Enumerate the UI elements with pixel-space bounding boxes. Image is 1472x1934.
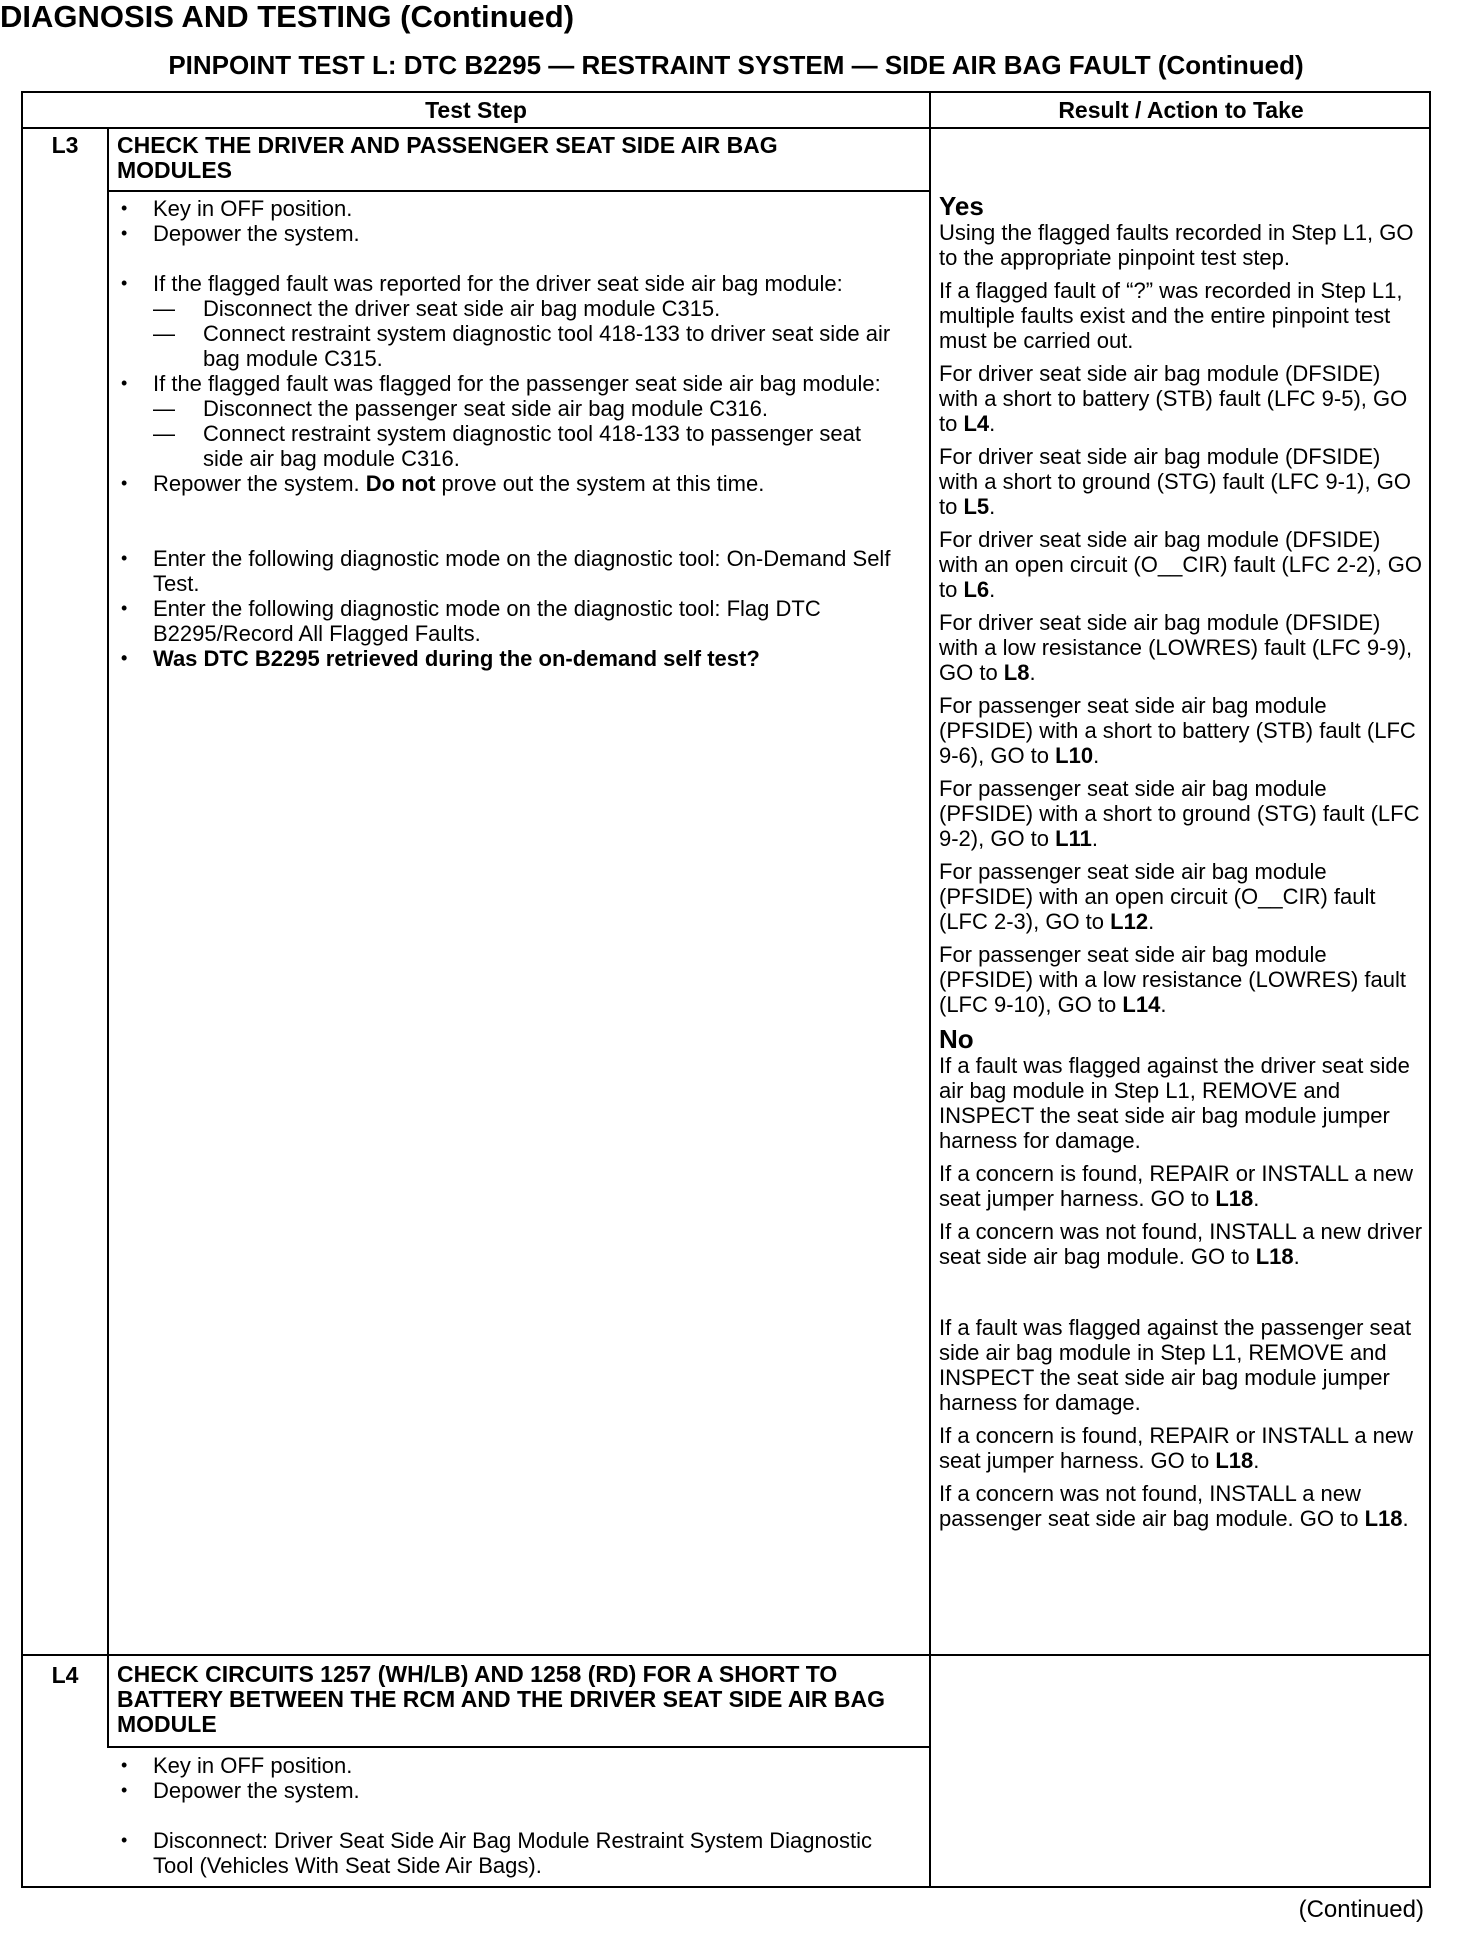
result-text: For passenger seat side air bag module (PFSIDE) with an open circuit (O__CIR) fault (LFC 2-3), GO to L12. xyxy=(939,859,1376,934)
col-divider-result xyxy=(929,93,931,1888)
col-divider-step xyxy=(107,127,109,1747)
goto-step[interactable]: L5 xyxy=(963,494,990,519)
header-result-action: Result / Action to Take xyxy=(1058,97,1304,123)
result-text: If a concern was not found, INSTALL a new passenger seat side air bag module. GO to L18. xyxy=(939,1481,1409,1531)
list-item xyxy=(117,371,907,471)
step-number-l3: L3 xyxy=(51,132,79,158)
result-text: For passenger seat side air bag module (PFSIDE) with a short to battery (STB) fault (LFC 9-6), GO to L10. xyxy=(939,693,1416,768)
sub-list xyxy=(153,296,907,371)
goto-step[interactable]: L14 xyxy=(1122,992,1161,1017)
sub-list-item: — Disconnect the passenger seat side air bag module C316. xyxy=(153,396,907,421)
result-block-l3 xyxy=(939,192,1424,1539)
result-no-label: No xyxy=(939,1024,974,1054)
result-text: Using the flagged faults recorded in Step L1, GO to the appropriate pinpoint test step. xyxy=(939,220,1414,270)
goto-step[interactable]: L11 xyxy=(1055,826,1092,851)
result-text: If a concern is found, REPAIR or INSTALL a new seat jumper harness. GO to L18. xyxy=(939,1423,1414,1473)
goto-step[interactable]: L8 xyxy=(1003,660,1030,685)
result-yes-label: Yes xyxy=(939,191,984,221)
goto-step[interactable]: L10 xyxy=(1055,743,1094,768)
sub-list xyxy=(153,396,907,471)
step-title-l4: CHECK CIRCUITS 1257 (WH/LB) AND 1258 (RD) FOR A SHORT TO BATTERY BETWEEN THE RCM AND THE DRIVER SEAT SIDE AIR BAG MODULE xyxy=(117,1661,885,1737)
step-number-l4: L4 xyxy=(51,1662,79,1688)
goto-step[interactable]: L12 xyxy=(1110,909,1149,934)
sub-list-item: — Connect restraint system diagnostic tool 418-133 to driver seat side air bag module C315. xyxy=(153,321,907,371)
step-actions-l3 xyxy=(117,196,907,671)
step-actions-l4 xyxy=(117,1753,907,1878)
continued-label: (Continued) xyxy=(1298,1896,1424,1923)
list-item-text: If the flagged fault was flagged for the passenger seat side air bag module: xyxy=(153,371,881,396)
result-text: For passenger seat side air bag module (PFSIDE) with a short to ground (STG) fault (LFC 9-2), GO to L11. xyxy=(939,776,1420,851)
list-item xyxy=(117,471,907,496)
list-item-text: Repower the system. xyxy=(153,471,360,496)
step-title-l3: CHECK THE DRIVER AND PASSENGER SEAT SIDE AIR BAG MODULES xyxy=(117,132,778,183)
goto-step[interactable]: L18 xyxy=(1255,1244,1294,1269)
goto-step[interactable]: L18 xyxy=(1364,1506,1403,1531)
list-item: • Depower the system. xyxy=(117,221,907,246)
goto-step[interactable]: L18 xyxy=(1215,1186,1254,1211)
result-text: If a flagged fault of “?” was recorded in Step L1, multiple faults exist and the entire pinpoint test must be carried out. xyxy=(939,278,1403,353)
result-text: For passenger seat side air bag module (PFSIDE) with a low resistance (LOWRES) fault (LFC 9-10), GO to L14. xyxy=(939,942,1407,1017)
list-item: • Key in OFF position. xyxy=(117,196,907,221)
result-text: If a fault was flagged against the passenger seat side air bag module in Step L1, REMOVE and INSPECT the seat side air bag module jumper harness for damage. xyxy=(939,1315,1412,1415)
result-text: For driver seat side air bag module (DFSIDE) with a low resistance (LOWRES) fault (LFC 9-9), GO to L8. xyxy=(939,610,1413,685)
list-item: • Enter the following diagnostic mode on the diagnostic tool: Flag DTC B2295/Record All Flagged Faults. xyxy=(117,596,907,646)
list-item: • Depower the system. xyxy=(117,1778,907,1803)
list-item: • Enter the following diagnostic mode on the diagnostic tool: On-Demand Self Test. xyxy=(117,546,907,596)
emphasis-text: Do not xyxy=(365,471,436,496)
list-item-text: prove out the system at this time. xyxy=(441,471,765,496)
result-text: For driver seat side air bag module (DFSIDE) with a short to ground (STG) fault (LFC 9-1), GO to L5. xyxy=(939,444,1411,519)
list-item xyxy=(117,271,907,371)
pinpoint-test-title: PINPOINT TEST L: DTC B2295 — RESTRAINT SYSTEM — SIDE AIR BAG FAULT (Continued) xyxy=(168,50,1304,80)
result-text: If a fault was flagged against the driver seat side air bag module in Step L1, REMOVE and INSPECT the seat side air bag module jumper harness for damage. xyxy=(939,1053,1410,1153)
goto-step[interactable]: L18 xyxy=(1215,1448,1254,1473)
header-bottom-line xyxy=(23,127,1431,129)
l3-bottom-line xyxy=(23,1654,1431,1656)
l3-title-underline xyxy=(107,190,929,192)
result-text: If a concern was not found, INSTALL a new driver seat side air bag module. GO to L18. xyxy=(939,1219,1423,1269)
result-text: If a concern is found, REPAIR or INSTALL a new seat jumper harness. GO to L18. xyxy=(939,1161,1414,1211)
sub-list-item: — Connect restraint system diagnostic tool 418-133 to passenger seat side air bag module C316. xyxy=(153,421,907,471)
l4-title-underline xyxy=(107,1746,929,1748)
list-item-text: If the flagged fault was reported for the driver seat side air bag module: xyxy=(153,271,843,296)
result-text: For driver seat side air bag module (DFSIDE) with a short to battery (STB) fault (LFC 9-5), GO to L4. xyxy=(939,361,1408,436)
sub-list-item: — Disconnect the driver seat side air bag module C315. xyxy=(153,296,907,321)
list-item: • Key in OFF position. xyxy=(117,1753,907,1778)
header-test-step: Test Step xyxy=(425,97,527,123)
result-text: For driver seat side air bag module (DFSIDE) with an open circuit (O__CIR) fault (LFC 2-2), GO to L6. xyxy=(939,527,1422,602)
goto-step[interactable]: L6 xyxy=(963,577,990,602)
page-title: DIAGNOSIS AND TESTING (Continued) xyxy=(0,0,575,34)
goto-step[interactable]: L4 xyxy=(963,411,990,436)
list-item: • Disconnect: Driver Seat Side Air Bag Module Restraint System Diagnostic Tool (Vehicles With Seat Side Air Bags). xyxy=(117,1828,907,1878)
pinpoint-test-table xyxy=(21,91,1431,1888)
step-question: • Was DTC B2295 retrieved during the on-demand self test? xyxy=(117,646,907,671)
